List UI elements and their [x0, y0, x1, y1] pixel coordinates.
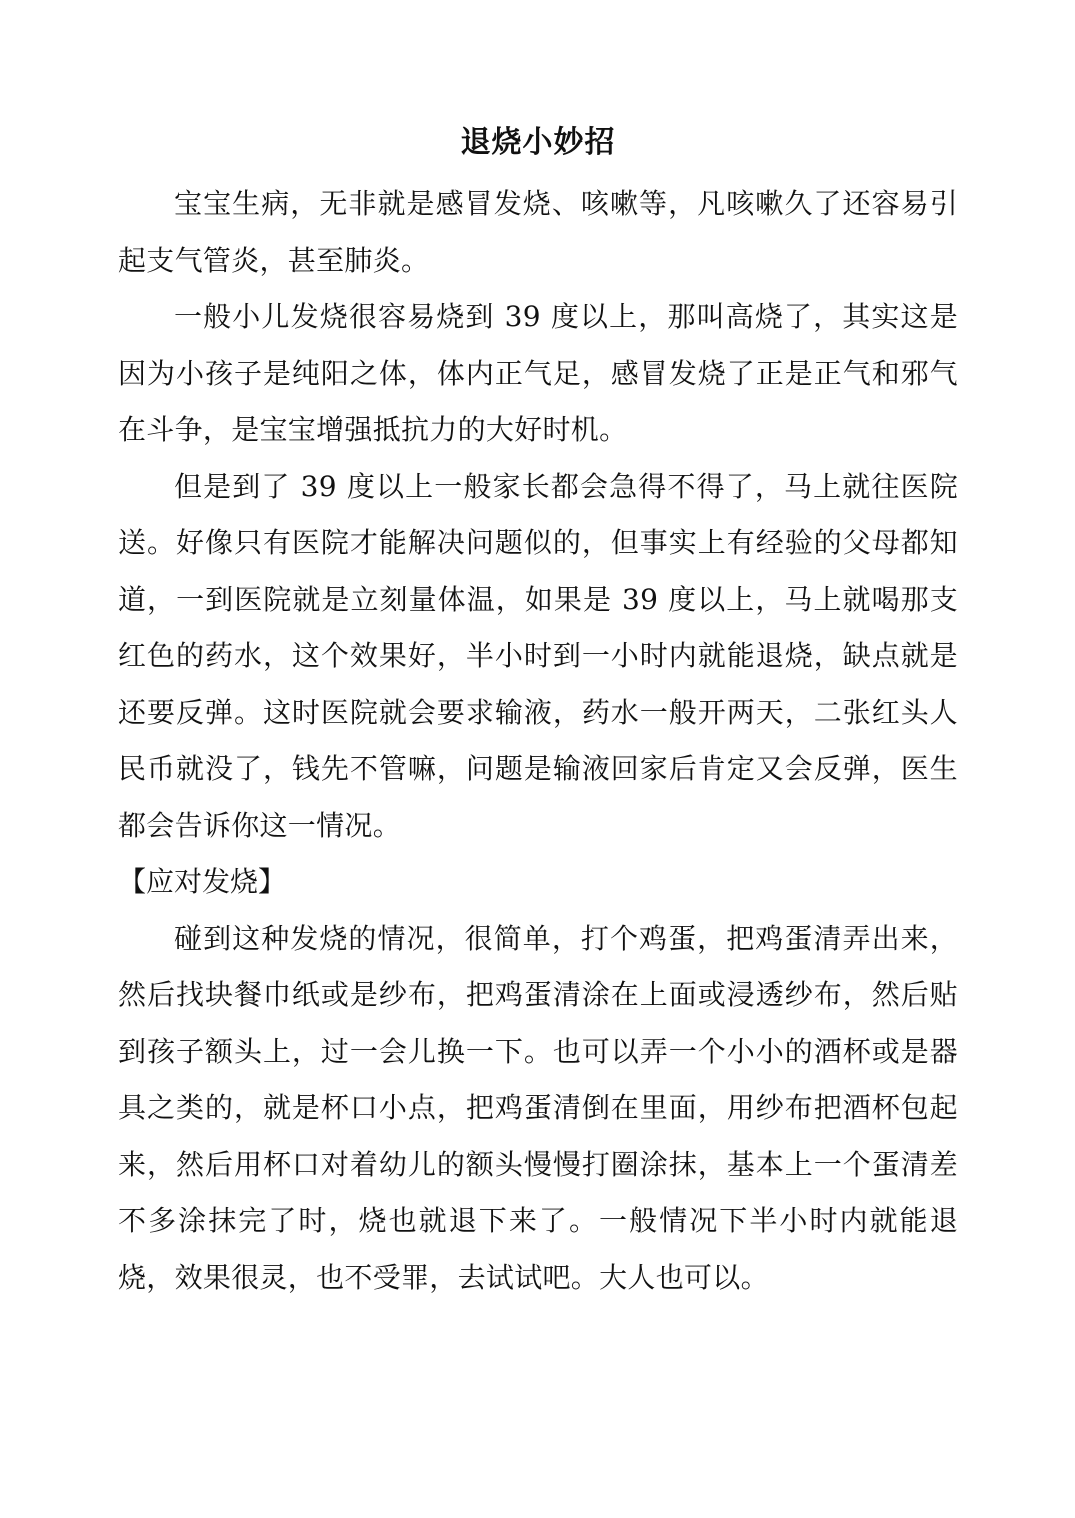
document-title: 退烧小妙招 [460, 125, 616, 160]
document-page [118, 118, 958, 1306]
paragraph-remedy: 碰到这种发烧的情况，很简单，打个鸡蛋，把鸡蛋清弄出来，然后找块餐巾纸或是纱布，把鸡蛋清涂在上面或浸透纱布，然后贴到孩子额头上，过一会儿换一下。也可以弄一个小小的酒杯或是器具之类的，就是杯口小点，把鸡蛋清倒在里面，用纱布把酒杯包起来，然后用杯口对着幼儿的额头慢慢打圈涂抹，基本上一个蛋清差不多涂抹完了时，烧也就退下来了。一般情况下半小时内就能退烧，效果很灵，也不受罪，去试试吧。大人也可以。 [118, 921, 958, 1294]
section-heading: 【应对发烧】 [118, 865, 287, 898]
paragraph-high-fever: 一般小儿发烧很容易烧到 39 度以上，那叫高烧了，其实这是因为小孩子是纯阳之体，体内正气足，感冒发烧了正是正气和邪气在斗争，是宝宝增强抵抗力的大好时机。 [118, 300, 958, 446]
paragraph-hospital: 但是到了 39 度以上一般家长都会急得不得了，马上就往医院送。好像只有医院才能解决问题似的，但事实上有经验的父母都知道，一到医院就是立刻量体温，如果是 39 度以上，马上就喝那支红色的药水，这个效果好，半小时到一小时内就能退烧，缺点就是还要反弹。这时医院就会要求输液，药水一般开两天，二张红头人民币就没了，钱先不管嘛，问题是输液回家后肯定又会反弹，医生都会告诉你这一情况。 [118, 469, 958, 842]
paragraph-intro: 宝宝生病，无非就是感冒发烧、咳嗽等，凡咳嗽久了还容易引起支气管炎，甚至肺炎。 [118, 187, 958, 277]
